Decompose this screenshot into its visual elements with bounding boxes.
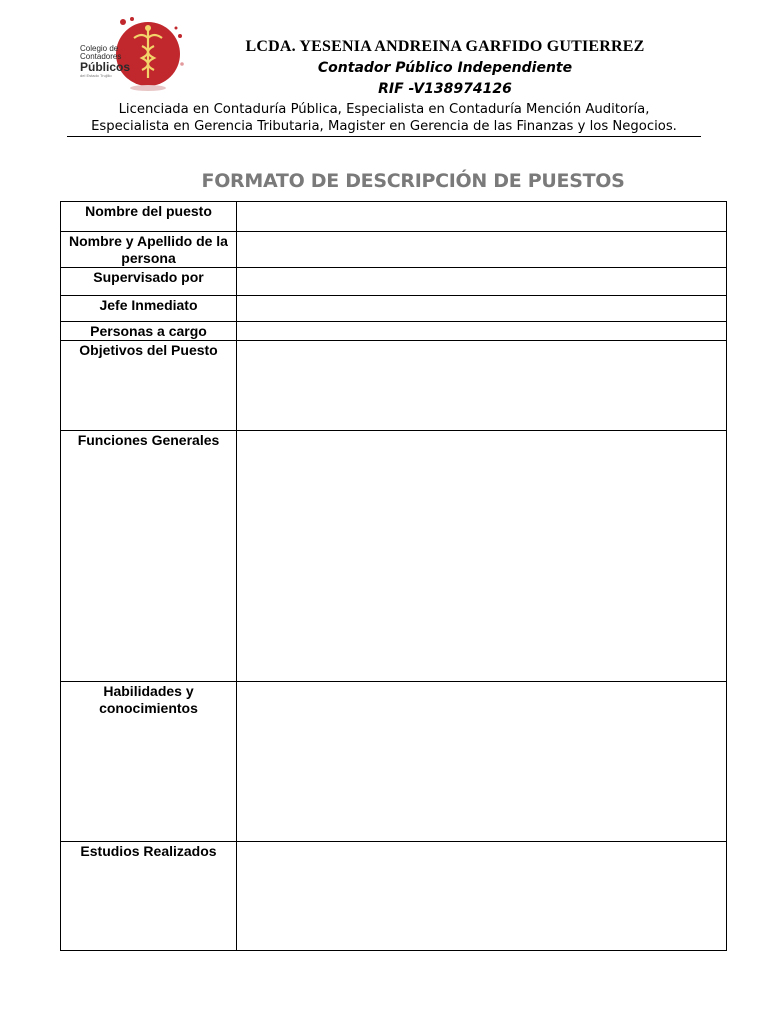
credentials	[60, 101, 708, 135]
person-name-field[interactable]	[237, 232, 727, 268]
supervised-by-field[interactable]	[237, 268, 727, 296]
row-label: Habilidades y conocimientos	[61, 682, 237, 842]
form-row-job-name	[61, 202, 727, 232]
logo-line-2: Contadores	[80, 52, 122, 61]
document-title: FORMATO DE DESCRIPCIÓN DE PUESTOS	[190, 170, 636, 192]
college-logo	[76, 16, 186, 94]
professional-title: Contador Público Independiente	[317, 60, 573, 76]
form-row-skills	[61, 682, 727, 842]
accountant-name: LCDA. YESENIA ANDREINA GARFIDO GUTIERREZ	[245, 38, 645, 55]
studies-field[interactable]	[237, 842, 727, 951]
form-row-general-functions	[61, 431, 727, 682]
credentials-line-2: Especialista en Gerencia Tributaria, Magister en Gerencia de las Finanzas y los Negocios.	[91, 119, 677, 134]
row-label: Jefe Inmediato	[61, 296, 237, 322]
staff-in-charge-field[interactable]	[237, 322, 727, 341]
form-row-person-name	[61, 232, 727, 268]
row-label: Nombre del puesto	[61, 202, 237, 232]
form-row-immediate-boss	[61, 296, 727, 322]
logo-line-1: Colegio de	[80, 44, 119, 53]
job-description-form	[60, 201, 727, 951]
row-label: Objetivos del Puesto	[61, 341, 237, 431]
row-label: Supervisado por	[61, 268, 237, 296]
general-functions-field[interactable]	[237, 431, 727, 682]
form-row-studies	[61, 842, 727, 951]
row-label: Funciones Generales	[61, 431, 237, 682]
form-row-objectives	[61, 341, 727, 431]
logo-line-4: del Estado Trujillo	[80, 73, 112, 78]
logo-line-3: Públicos	[80, 60, 131, 74]
immediate-boss-field[interactable]	[237, 296, 727, 322]
rif-number: RIF -V138974126	[378, 81, 512, 97]
header-divider	[67, 136, 701, 137]
row-label: Personas a cargo	[61, 322, 237, 341]
objectives-field[interactable]	[237, 341, 727, 431]
credentials-line-1: Licenciada en Contaduría Pública, Especialista en Contaduría Mención Auditoría,	[118, 102, 650, 117]
row-label: Nombre y Apellido de la persona	[61, 232, 237, 268]
logo-wordmark	[80, 45, 130, 78]
job-name-field[interactable]	[237, 202, 727, 232]
skills-field[interactable]	[237, 682, 727, 842]
form-row-supervised-by	[61, 268, 727, 296]
row-label: Estudios Realizados	[61, 842, 237, 951]
form-row-staff-in-charge	[61, 322, 727, 341]
